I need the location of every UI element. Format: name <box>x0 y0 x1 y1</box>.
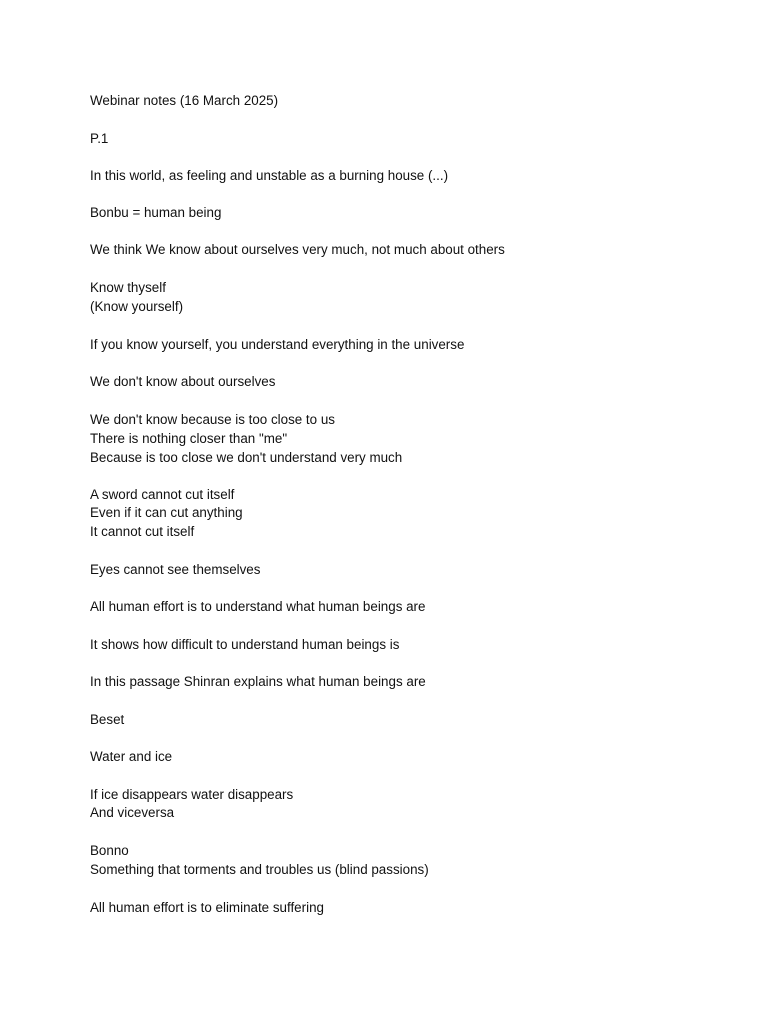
text-line: Know thyself <box>90 280 166 295</box>
text-line: Bonbu = human being <box>90 205 222 220</box>
text-line: Eyes cannot see themselves <box>90 562 261 577</box>
text-line: It shows how difficult to understand human beings is <box>90 637 400 652</box>
text-line: And viceversa <box>90 805 175 820</box>
text-line: Beset <box>90 712 125 727</box>
page-marker: P.1 <box>90 131 109 146</box>
text-line: There is nothing closer than "me" <box>90 431 288 446</box>
text-line: If you know yourself, you understand everything in the universe <box>90 337 465 352</box>
text-line: It cannot cut itself <box>90 524 195 539</box>
text-line: In this world, as feeling and unstable as a burning house (...) <box>90 168 449 183</box>
text-line: All human effort is to understand what human beings are <box>90 599 426 614</box>
text-line: All human effort is to eliminate suffering <box>90 900 324 915</box>
text-line: We don't know because is too close to us <box>90 412 335 427</box>
text-line: We think We know about ourselves very much, not much about others <box>90 242 505 257</box>
text-line: Water and ice <box>90 749 173 764</box>
doc-title: Webinar notes (16 March 2025) <box>90 93 279 108</box>
text-line: Bonno <box>90 843 129 858</box>
text-line: (Know yourself) <box>90 299 184 314</box>
text-line: We don't know about ourselves <box>90 374 276 389</box>
text-line: Because is too close we don't understand very much <box>90 450 403 465</box>
text-line: A sword cannot cut itself <box>90 487 235 502</box>
text-line: In this passage Shinran explains what human beings are <box>90 674 426 689</box>
text-line: Something that torments and troubles us (blind passions) <box>90 862 429 877</box>
text-line: If ice disappears water disappears <box>90 787 294 802</box>
text-line: Even if it can cut anything <box>90 505 243 520</box>
